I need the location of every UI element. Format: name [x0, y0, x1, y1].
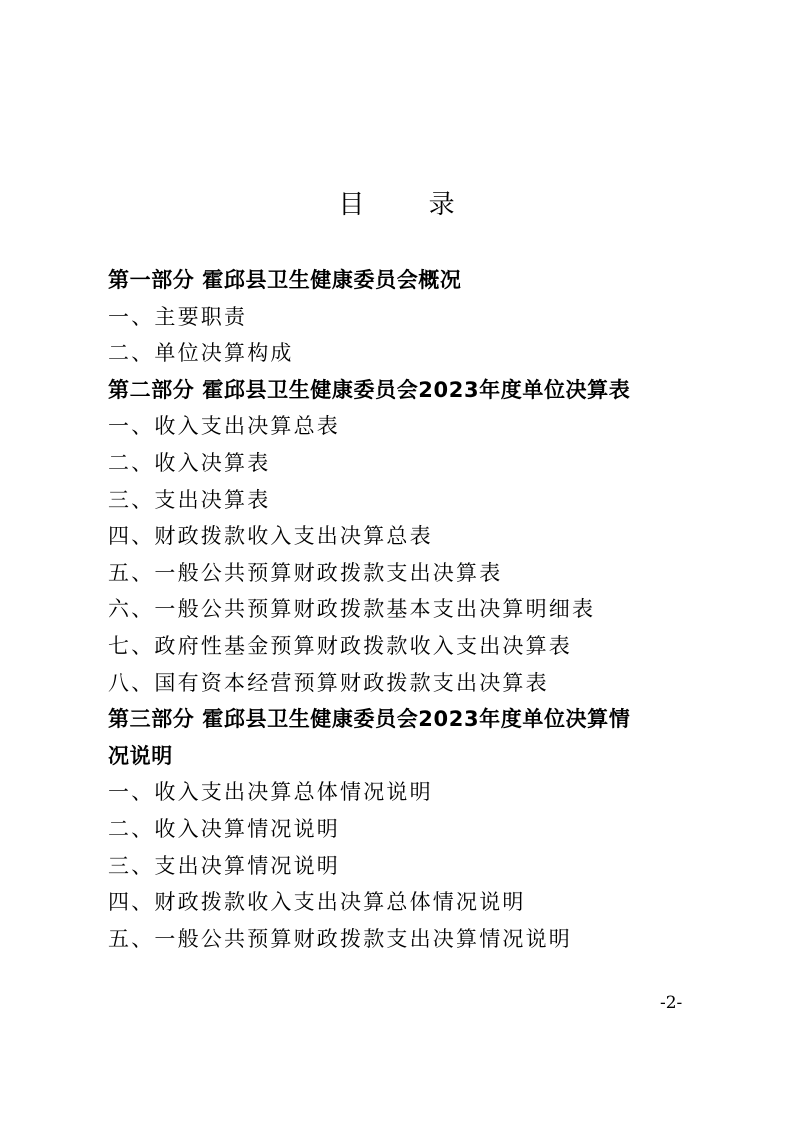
- toc-item[interactable]: 六、一般公共预算财政拨款基本支出决算明细表: [108, 597, 596, 622]
- toc-part-heading[interactable]: 第一部分 霍邱县卫生健康委员会概况: [108, 268, 462, 292]
- toc-item[interactable]: 四、财政拨款收入支出决算总体情况说明: [108, 890, 526, 915]
- toc-item[interactable]: 二、收入决算表: [108, 450, 271, 475]
- toc-item[interactable]: 五、一般公共预算财政拨款支出决算情况说明: [108, 926, 572, 951]
- toc-item[interactable]: 三、支出决算表: [108, 487, 271, 512]
- page-title: 目 录: [338, 190, 483, 220]
- toc-part-heading[interactable]: 第三部分 霍邱县卫生健康委员会2023年度单位决算情: [108, 707, 631, 732]
- toc-item[interactable]: 一、主要职责: [108, 304, 248, 329]
- toc-item[interactable]: 一、收入支出决算总表: [108, 414, 340, 439]
- toc-part-heading-continued[interactable]: 况说明: [108, 743, 173, 768]
- page-number: -2-: [660, 993, 683, 1013]
- toc-item[interactable]: 七、政府性基金预算财政拨款收入支出决算表: [108, 633, 572, 658]
- toc-item[interactable]: 二、单位决算构成: [108, 341, 294, 366]
- table-of-contents: [108, 262, 708, 957]
- toc-item[interactable]: 二、收入决算情况说明: [108, 816, 340, 841]
- toc-item[interactable]: 五、一般公共预算财政拨款支出决算表: [108, 560, 503, 585]
- toc-item[interactable]: 一、收入支出决算总体情况说明: [108, 780, 433, 805]
- toc-part-heading[interactable]: 第二部分 霍邱县卫生健康委员会2023年度单位决算表: [108, 377, 631, 402]
- toc-item[interactable]: 八、国有资本经营预算财政拨款支出决算表: [108, 670, 549, 695]
- toc-item[interactable]: 三、支出决算情况说明: [108, 853, 340, 878]
- toc-item[interactable]: 四、财政拨款收入支出决算总表: [108, 524, 433, 549]
